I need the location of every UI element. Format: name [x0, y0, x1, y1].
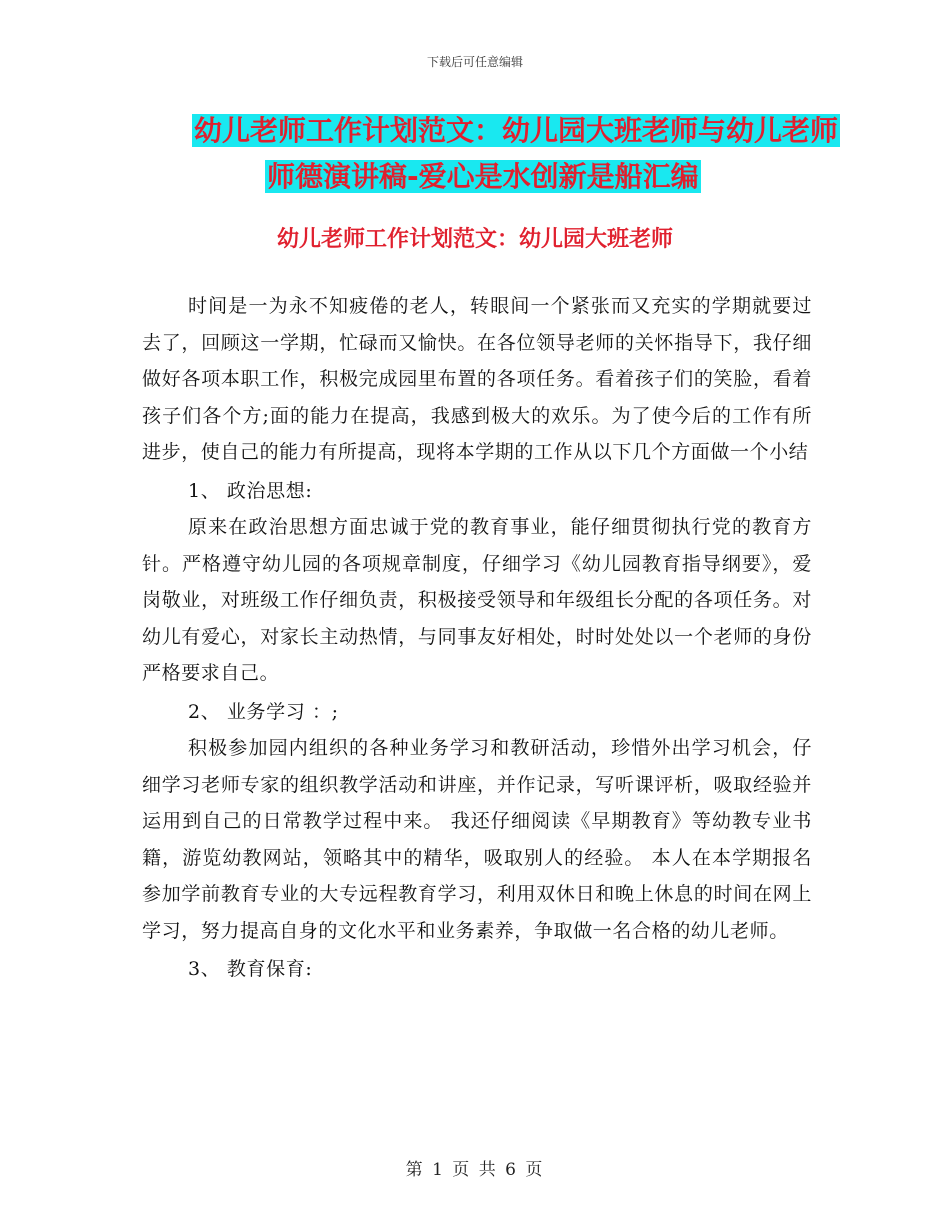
item-3-heading: 3、 教育保育:	[188, 958, 313, 980]
item-2-paragraph: 积极参加园内组织的各种业务学习和教研活动，珍惜外出学习机会，仔细学习老师专家的组织教学活动和讲座，并作记录，写听课评析，吸取经验并运用到自己的日常教学过程中来。 我还仔细阅读《早期教育》等幼教专业书籍，游览幼教网站，领略其中的精华，吸取别人的经验。 本人在本学期报名参加学前教育专业的大专远程教育学习，利用双休日和晚上休息的时间在网上学习，努力提高自身的文化水平和业务素养，争取做一名合格的幼儿老师。	[142, 737, 812, 942]
title-line-1: 幼儿老师工作计划范文：幼儿园大班老师与幼儿老师	[194, 114, 839, 147]
item-1-heading: 1、 政治思想:	[188, 479, 313, 502]
intro-paragraph: 时间是一为永不知疲倦的老人，转眼间一个紧张而又充实的学期就要过去了，回顾这一学期，忙碌而又愉快。在各位领导老师的关怀指导下，我仔细做好各项本职工作，积极完成园里布置的各项任务。看着孩子们的笑脸，看着孩子们各个方;面的能力在提高，我感到极大的欢乐。为了使今后的工作有所进步，使自己的能力有所提高，现将本学期的工作从以下几个方面做一个小结	[142, 295, 812, 463]
item-2-heading: 2、 业务学习 ：;	[188, 700, 339, 723]
header-note: 下载后可任意编辑	[426, 55, 523, 69]
title-line-2: 师德演讲稿-爱心是水创新是船汇编	[267, 160, 699, 193]
document-title	[140, 112, 840, 204]
document-body	[142, 288, 812, 988]
section-heading: 幼儿老师工作计划范文：幼儿园大班老师	[276, 227, 673, 252]
item-1-paragraph: 原来在政治思想方面忠诚于党的教育事业，能仔细贯彻执行党的教育方针。严格遵守幼儿园的各项规章制度，仔细学习《幼儿园教育指导纲要》，爱岗敬业，对班级工作仔细负责，积极接受领导和年级组长分配的各项任务。对幼儿有爱心，对家长主动热情，与同事友好相处，时时处处以一个老师的身份严格要求自己。	[142, 516, 812, 684]
page-footer: 第 1 页 共 6 页	[405, 1160, 545, 1180]
